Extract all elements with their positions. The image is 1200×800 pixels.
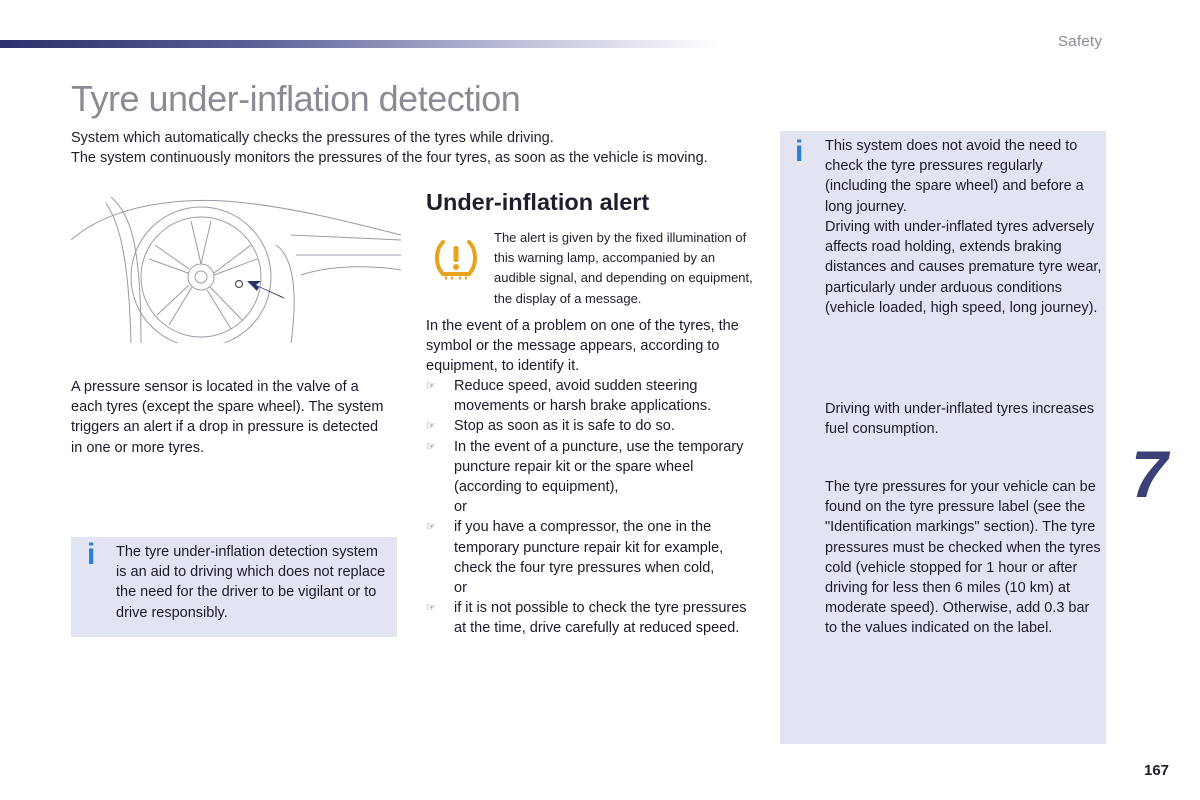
info-paragraph: The tyre pressures for your vehicle can be found on the tyre pressure label (see the "Identification markings" section). The tyre pressures must be checked when the tyres cold (vehicle stopped for 1 hour or after driving for less then 6 miles (10 km) at moderate speed). Otherwise, add 0.3 bar to the values indicated on the label. — [825, 479, 1101, 637]
pointing-hand-icon: ☞ — [426, 521, 436, 534]
list-item: ☞ In the event of a puncture, use the temporary puncture repair kit or the spare wheel (according to equipment), — [426, 438, 744, 496]
chapter-number: 7 — [1131, 437, 1168, 511]
list-item: ☞ Stop as soon as it is safe to do so. — [426, 416, 756, 436]
pointing-hand-icon: ☞ — [426, 440, 436, 453]
sensor-text: A pressure sensor is located in the valve of a each tyres (except the spare wheel). The system triggers an alert if a drop in pressure is detected in one or more tyres. — [71, 379, 384, 456]
intro-line: System which automatically checks the pressures of the tyres while driving. — [71, 130, 554, 146]
event-text: In the event of a problem on one of the tyres, the symbol or the message appears, according to equipment, to identify it. — [426, 318, 739, 375]
or-label: or — [454, 580, 467, 597]
section-label: Safety — [1058, 33, 1103, 50]
list-item: ☞ if it is not possible to check the tyre pressures at the time, drive carefully at reduced speed. — [426, 600, 747, 637]
section-heading: Under-inflation alert — [426, 189, 650, 215]
lamp-description: The alert is given by the fixed illumination of this warning lamp, accompanied by an audible signal, and depending on equipment, the display of a message. — [494, 230, 753, 306]
action-list — [426, 376, 756, 639]
list-item: ☞ Reduce speed, avoid sudden steering movements or harsh brake applications. — [426, 378, 712, 415]
info-paragraph: This system does not avoid the need to check the tyre pressures regularly (including the spare wheel) and before a long journey. — [825, 138, 1084, 215]
intro-line: The system continuously monitors the pressures of the four tyres, as soon as the vehicle is moving. — [71, 150, 708, 166]
info-box-left — [71, 537, 397, 637]
pointing-hand-icon: ☞ — [426, 602, 436, 615]
info-box-text: The tyre under-inflation detection system is an aid to driving which does not replace the need for the driver to be vigilant or to drive responsibly. — [116, 544, 386, 621]
info-box-right — [780, 131, 1106, 744]
list-item: ☞ if you have a compressor, the one in the temporary puncture repair kit for example, check the four tyre pressures when cold, — [426, 519, 724, 576]
pointing-hand-icon: ☞ — [426, 420, 436, 433]
tyre-pressure-warning-icon — [433, 236, 479, 282]
or-label: or — [454, 499, 467, 516]
info-icon: i — [87, 538, 96, 571]
wheel-illustration — [71, 195, 401, 343]
page-title: Tyre under-inflation detection — [71, 78, 521, 119]
header-bar — [0, 40, 720, 48]
intro-text — [71, 128, 708, 168]
pointing-hand-icon: ☞ — [426, 380, 436, 392]
info-icon: i — [795, 135, 804, 168]
info-paragraph: Driving with under-inflated tyres adversely affects road holding, extends braking distances and causes premature tyre wear, particularly under arduous conditions (vehicle loaded, high speed, long journey). — [825, 219, 1102, 316]
page-number: 167 — [1144, 762, 1170, 779]
info-paragraph: Driving with under-inflated tyres increases fuel consumption. — [825, 401, 1095, 438]
